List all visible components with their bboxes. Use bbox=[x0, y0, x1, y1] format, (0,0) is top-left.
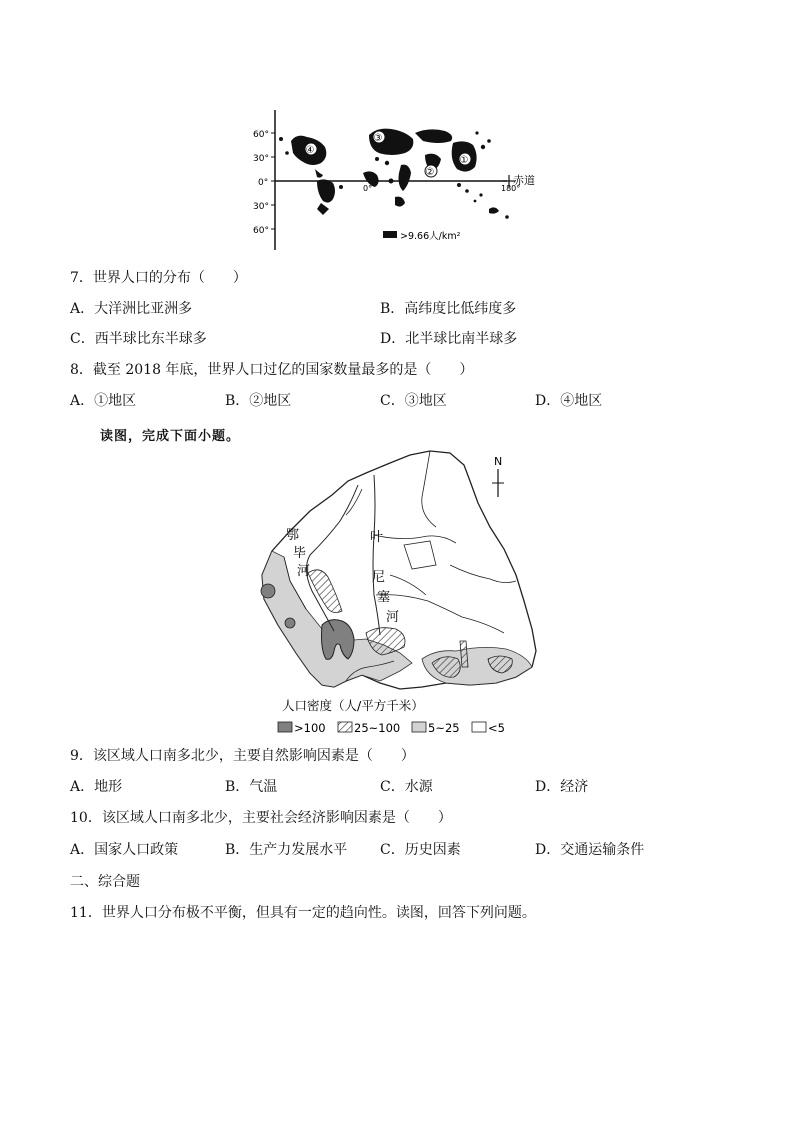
question-8-stem: 8．截至 2018 年底，世界人口过亿的国家数量最多的是（ ） bbox=[70, 362, 474, 378]
svg-text:①: ① bbox=[459, 155, 469, 166]
equator-label: 赤道 bbox=[513, 174, 535, 187]
lat-label-60n: 60° bbox=[253, 130, 269, 140]
question-10-stem: 10．该区域人口南多北少，主要社会经济影响因素是（ ） bbox=[70, 810, 452, 826]
question-11-stem: 11．世界人口分布极不平衡，但具有一定的趋向性。读图，回答下列问题。 bbox=[70, 905, 536, 921]
lon-label-0: 0° bbox=[363, 184, 373, 193]
reading-instruction: 读图，完成下面小题。 bbox=[100, 429, 241, 444]
legend-swatch-25-100 bbox=[338, 722, 352, 732]
question-9-option-b[interactable]: B．气温 bbox=[225, 779, 278, 795]
question-9-option-c[interactable]: C．水源 bbox=[380, 779, 433, 795]
svg-text:N: N bbox=[494, 455, 503, 468]
question-9-stem: 9．该区域人口南多北少，主要自然影响因素是（ ） bbox=[70, 748, 415, 764]
question-10-option-a[interactable]: A．国家人口政策 bbox=[70, 842, 179, 858]
question-8-option-b[interactable]: B．②地区 bbox=[225, 393, 292, 409]
question-7-option-c[interactable]: C．西半球比东半球多 bbox=[70, 331, 207, 347]
lat-label-60s: 60° bbox=[253, 226, 269, 236]
legend-swatch-under-5 bbox=[472, 722, 486, 732]
siberia-population-density-map bbox=[250, 445, 550, 740]
question-10-option-c[interactable]: C．历史因素 bbox=[380, 842, 461, 858]
legend-label-under-5: <5 bbox=[488, 721, 505, 735]
south-america-population bbox=[317, 179, 335, 202]
ob-river-label-2: 毕 bbox=[293, 546, 307, 561]
question-8-option-c[interactable]: C．③地区 bbox=[380, 393, 447, 409]
ob-river-label-3: 河 bbox=[297, 564, 311, 579]
yenisei-river-label-2: 尼 bbox=[372, 570, 386, 585]
question-9-option-a[interactable]: A．地形 bbox=[70, 779, 123, 795]
lat-label-0: 0° bbox=[258, 178, 269, 188]
lat-label-30s: 30° bbox=[253, 202, 269, 212]
question-7-stem: 7．世界人口的分布（ ） bbox=[70, 270, 247, 286]
question-8-option-d[interactable]: D．④地区 bbox=[535, 393, 603, 409]
legend-swatch-over-100 bbox=[278, 722, 292, 732]
question-10-option-b[interactable]: B．生产力发展水平 bbox=[225, 842, 348, 858]
question-7-option-a[interactable]: A．大洋洲比亚洲多 bbox=[70, 301, 193, 317]
legend-label: >9.66人/km² bbox=[400, 231, 461, 242]
question-7-option-d[interactable]: D．北半球比南半球多 bbox=[380, 331, 518, 347]
question-7-option-b[interactable]: B．高纬度比低纬度多 bbox=[380, 301, 517, 317]
yenisei-river-label-3: 塞 bbox=[377, 590, 391, 605]
legend-label-25-100: 25~100 bbox=[354, 721, 401, 735]
section-heading: 二、综合题 bbox=[70, 874, 140, 890]
lon-label-180: 180° bbox=[501, 184, 521, 193]
yenisei-river-label-4: 河 bbox=[386, 610, 400, 625]
lat-label-30n: 30° bbox=[253, 154, 269, 164]
region-marker-2 bbox=[425, 165, 437, 178]
legend-label-5-25: 5~25 bbox=[428, 721, 460, 735]
legend-swatch-dense bbox=[383, 231, 397, 238]
yenisei-river-label-1: 叶 bbox=[370, 530, 384, 545]
ob-river-label-1: 鄂 bbox=[286, 528, 300, 543]
world-population-map bbox=[245, 105, 545, 255]
density-legend-title: 人口密度（人/平方千米） bbox=[282, 698, 424, 713]
question-9-option-d[interactable]: D．经济 bbox=[535, 779, 589, 795]
question-10-option-d[interactable]: D．交通运输条件 bbox=[535, 842, 645, 858]
svg-text:②: ② bbox=[425, 167, 435, 178]
question-8-option-a[interactable]: A．①地区 bbox=[70, 393, 137, 409]
legend-swatch-5-25 bbox=[412, 722, 426, 732]
north-arrow bbox=[492, 455, 504, 497]
svg-text:④: ④ bbox=[305, 145, 315, 156]
svg-text:③: ③ bbox=[373, 133, 383, 144]
legend-label-over-100: >100 bbox=[294, 721, 326, 735]
